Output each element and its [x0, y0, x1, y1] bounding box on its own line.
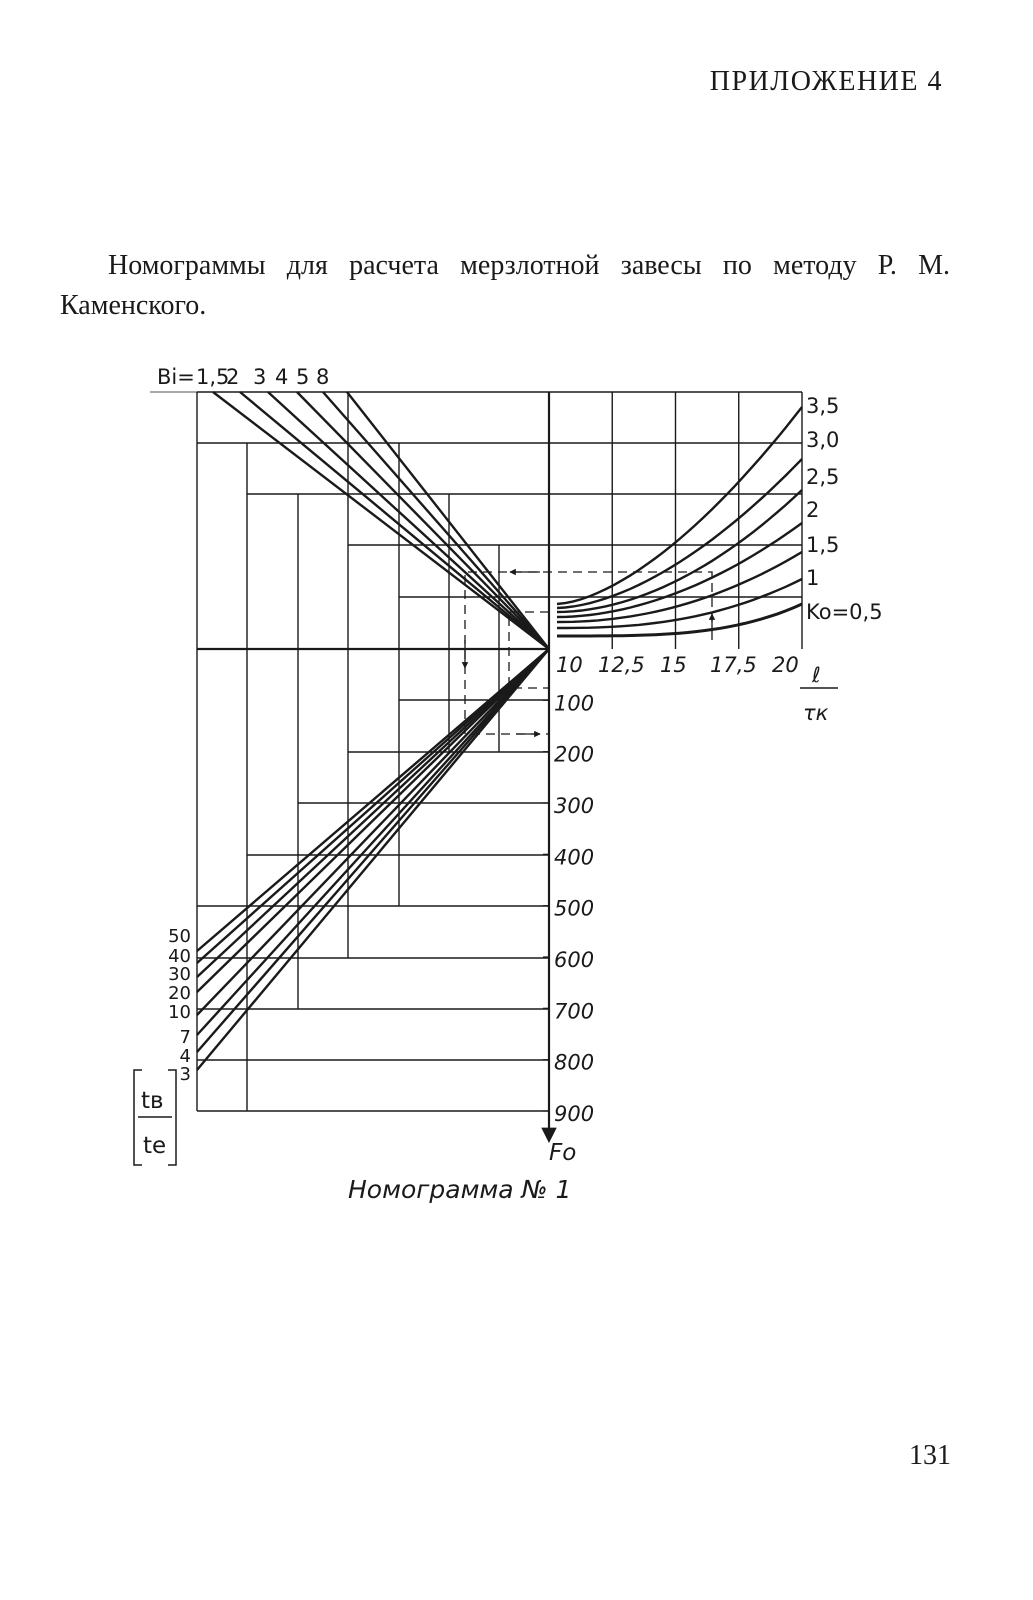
bi-line-5: [323, 392, 549, 649]
bi-label: 2: [226, 365, 240, 389]
fo-axis-tick: 700: [554, 999, 595, 1024]
ratio-line-7: [197, 649, 549, 1052]
page-number: 131: [909, 1440, 951, 1471]
bi-line-2: [240, 392, 549, 649]
x-axis-tick: 17,5: [710, 653, 757, 677]
ko-label: 2,5: [806, 465, 840, 489]
ratio-label: 7: [179, 1027, 191, 1048]
ratio-line-4: [197, 649, 549, 992]
bi-line-4: [297, 392, 549, 649]
ko-curve-6: [557, 459, 802, 608]
ko-label: Ko=0,5: [806, 600, 883, 624]
fo-axis-tick: 400: [554, 845, 595, 870]
x-axis-tick: 20: [772, 653, 799, 677]
ko-label: 1: [806, 566, 820, 590]
nomogram-caption: Номограмма № 1: [348, 1175, 572, 1204]
bi-line-6: [347, 392, 549, 649]
ratio-label: 4: [179, 1046, 191, 1067]
bi-prefix: Bi=: [157, 365, 195, 389]
bi-line-1: [213, 392, 549, 649]
ratio-line-3: [197, 649, 549, 977]
bi-label: 8: [316, 365, 330, 389]
x-axis-numerator: ℓ: [812, 663, 821, 687]
ratio-line-6: [197, 649, 549, 1035]
ratio-label: 30: [168, 964, 191, 985]
intro-paragraph: Номограммы для расчета мерзлотной завесы по методу Р. М. Каменского.: [60, 250, 950, 321]
x-axis-denominator: τк: [803, 701, 829, 725]
x-axis-tick: 15: [660, 653, 687, 677]
ko-label: 2: [806, 498, 820, 522]
fo-axis-tick: 800: [554, 1050, 595, 1075]
ko-label: 1,5: [806, 533, 840, 557]
fo-axis-tick: 300: [554, 794, 595, 818]
ko-curve-7: [557, 407, 802, 604]
fo-axis-tick: 600: [554, 948, 595, 972]
bi-line-3: [268, 392, 549, 649]
ratio-line-2: [197, 649, 549, 963]
ko-label: 3,5: [806, 394, 840, 418]
bi-label: 4: [275, 365, 289, 389]
ratio-line-8: [197, 649, 549, 1070]
ratio-denominator: te: [143, 1133, 167, 1159]
ratio-label: 40: [168, 946, 191, 967]
ratio-label: 50: [168, 926, 191, 947]
bi-label: 3: [253, 365, 267, 389]
ratio-label: 3: [179, 1064, 191, 1085]
x-axis-tick: 12,5: [598, 653, 645, 677]
ko-label: 3,0: [806, 428, 840, 452]
ratio-label: 20: [168, 983, 191, 1004]
fo-axis-tick: 200: [554, 742, 595, 767]
bi-label: 5: [296, 365, 310, 389]
bi-label: 1,5: [196, 365, 230, 389]
fo-axis-tick: 500: [554, 896, 595, 921]
ratio-line-5: [197, 649, 549, 1015]
nomogram-grid: [197, 392, 802, 1111]
x-axis-tick: 10: [556, 653, 583, 677]
ratio-label: 10: [168, 1002, 191, 1023]
fo-axis-tick: 100: [554, 691, 595, 716]
appendix-heading: ПРИЛОЖЕНИЕ 4: [709, 66, 943, 97]
fo-axis-label: Fo: [549, 1140, 577, 1166]
ratio-numerator: tв: [141, 1088, 164, 1114]
fo-axis-tick: 900: [554, 1102, 595, 1126]
